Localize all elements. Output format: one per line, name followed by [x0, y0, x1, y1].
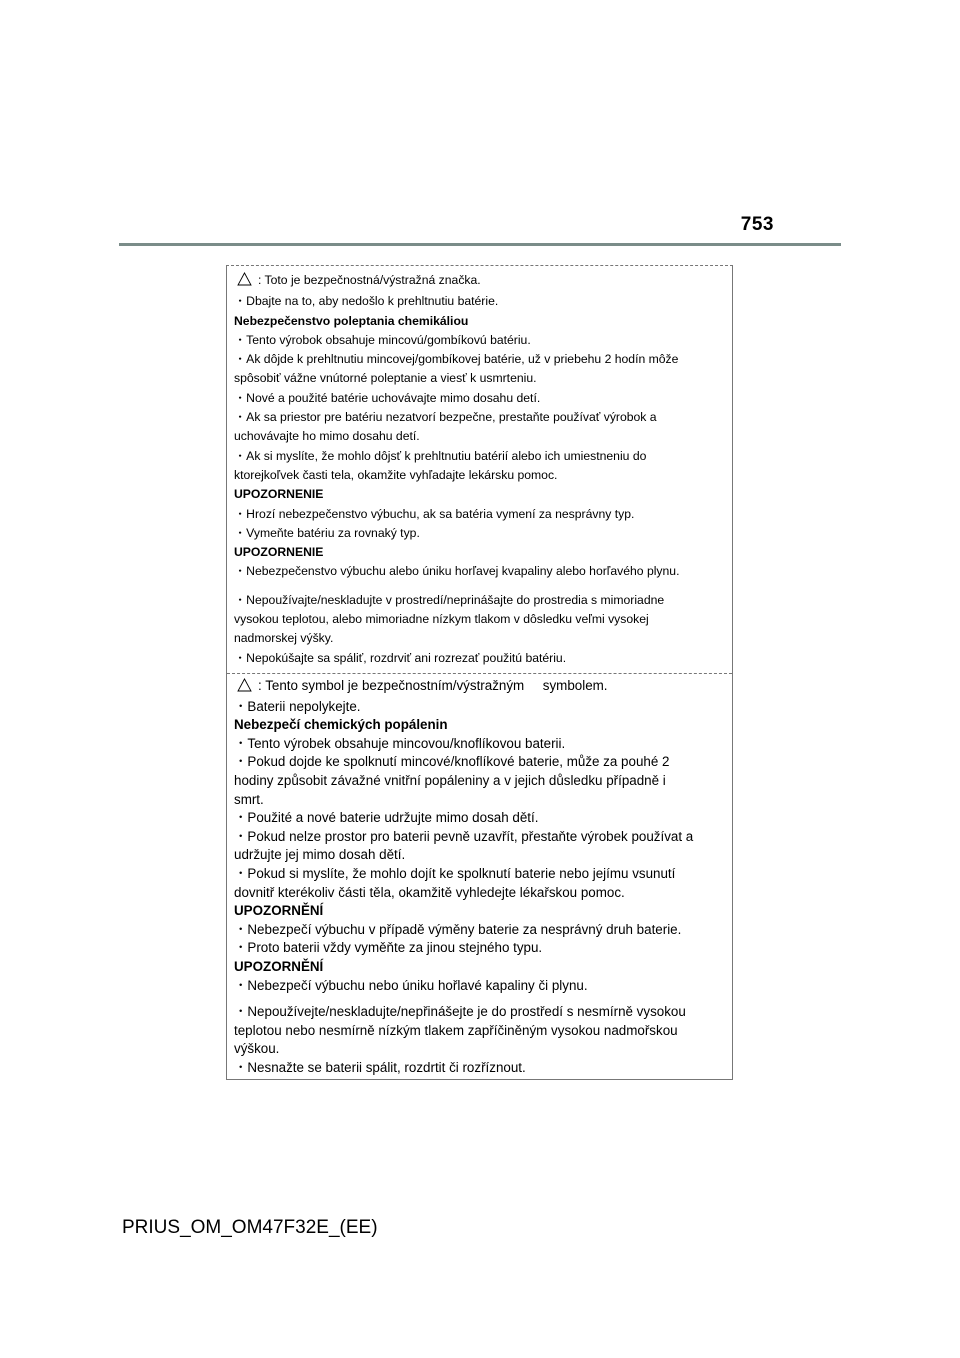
czech-line: ・Nebezpečí výbuchu v případě výměny baterie za nesprávný druh baterie.	[234, 921, 682, 937]
czech-heading: UPOZORNĚNÍ	[234, 903, 324, 919]
slovak-line: nadmorskej výšky.	[234, 631, 334, 646]
section-divider	[227, 673, 732, 674]
slovak-heading: UPOZORNENIE	[234, 545, 324, 560]
czech-line: ・Tento výrobek obsahuje mincovou/knoflíkovou baterii.	[234, 735, 566, 751]
czech-line: ・Použité a nové baterie udržujte mimo dosah dětí.	[234, 810, 539, 826]
czech-symbol-line: : Tento symbol je bezpečnostním/výstražným symbolem.	[234, 677, 726, 698]
slovak-line: ・Ak si myslíte, že mohlo dôjsť k prehltnutiu batérií alebo ich umiestneniu do	[234, 448, 647, 463]
czech-line: ・Nebezpečí výbuchu nebo úniku hořlavé kapaliny či plynu.	[234, 977, 588, 993]
slovak-symbol-line: : Toto je bezpečnostná/výstražná značka.	[234, 271, 726, 292]
czech-line: ・Nesnažte se baterii spálit, rozdrtit či rozříznout.	[234, 1059, 526, 1075]
slovak-line: ・Nebezpečenstvo výbuchu alebo úniku horľavej kvapaliny alebo horľavého plynu.	[234, 564, 680, 579]
slovak-line: uchovávajte ho mimo dosahu detí.	[234, 429, 420, 444]
czech-line: udržujte jej mimo dosah dětí.	[234, 847, 406, 863]
slovak-line: vysokou teplotou, alebo mimoriadne nízkym tlakom v dôsledku veľmi vysokej	[234, 612, 649, 627]
slovak-line: ・Tento výrobok obsahuje mincovú/gombíkovú batériu.	[234, 332, 531, 347]
czech-line: ・Proto baterii vždy vyměňte za jinou stejného typu.	[234, 940, 543, 956]
czech-line: ・Baterii nepolykejte.	[234, 698, 361, 714]
warning-triangle-icon	[237, 272, 252, 292]
czech-line: ・Pokud si myslíte, že mohlo dojít ke spolknutí baterie nebo jejímu vsunutí	[234, 865, 676, 881]
slovak-line: ・Dbajte na to, aby nedošlo k prehltnutiu batérie.	[234, 294, 499, 309]
slovak-line: ・Nepokúšajte sa spáliť, rozdrviť ani rozrezať použitú batériu.	[234, 650, 567, 665]
czech-line: výškou.	[234, 1041, 280, 1057]
slovak-line: spôsobiť vážne vnútorné poleptanie a viesť k usmrteniu.	[234, 371, 537, 386]
slovak-heading: UPOZORNENIE	[234, 487, 324, 502]
header-rule	[119, 243, 841, 246]
slovak-line: ・Ak sa priestor pre batériu nezatvorí bezpečne, prestaňte používať výrobok a	[234, 410, 657, 425]
warning-box	[226, 265, 733, 1080]
slovak-warning-section	[234, 271, 726, 668]
page-number: 753	[740, 214, 774, 235]
slovak-line: ・Vymeňte batériu za rovnaký typ.	[234, 525, 420, 540]
czech-line: hodiny způsobit závažné vnitřní popáleniny a v jejich důsledku případně i	[234, 772, 666, 788]
czech-line: ・Pokud nelze prostor pro baterii pevně uzavřít, přestaňte výrobek používat a	[234, 828, 694, 844]
document-code-footer: PRIUS_OM_OM47F32E_(EE)	[122, 1217, 378, 1238]
slovak-line: ・Nepoužívajte/neskladujte v prostredí/neprinášajte do prostredia s mimoriadne	[234, 592, 665, 607]
slovak-line: ・Ak dôjde k prehltnutiu mincovej/gombíkovej batérie, už v priebehu 2 hodín môže	[234, 352, 679, 367]
czech-line: ・Pokud dojde ke spolknutí mincové/knoflíkové baterie, může za pouhé 2	[234, 754, 670, 770]
slovak-heading: Nebezpečenstvo poleptania chemikáliou	[234, 313, 469, 328]
czech-line: dovnitř kterékoliv části těla, okamžitě vyhledejte lékařskou pomoc.	[234, 884, 625, 900]
czech-heading: Nebezpečí chemických popálenin	[234, 717, 448, 733]
czech-line: smrt.	[234, 791, 264, 807]
czech-line: ・Nepoužívejte/neskladujte/nepřinášejte je do prostředí s nesmírně vysokou	[234, 1004, 686, 1020]
warning-triangle-icon	[237, 678, 252, 698]
slovak-line: ktorejkoľvek časti tela, okamžite vyhľadajte lekársku pomoc.	[234, 467, 558, 482]
czech-warning-section	[234, 677, 726, 1077]
slovak-line: ・Hrozí nebezpečenstvo výbuchu, ak sa batéria vymení za nesprávny typ.	[234, 506, 635, 521]
czech-line: teplotou nebo nesmírně nízkým tlakem zapříčiněným vysokou nadmořskou	[234, 1022, 678, 1038]
czech-heading: UPOZORNĚNÍ	[234, 958, 324, 974]
slovak-line: ・Nové a použité batérie uchovávajte mimo dosahu detí.	[234, 390, 541, 405]
